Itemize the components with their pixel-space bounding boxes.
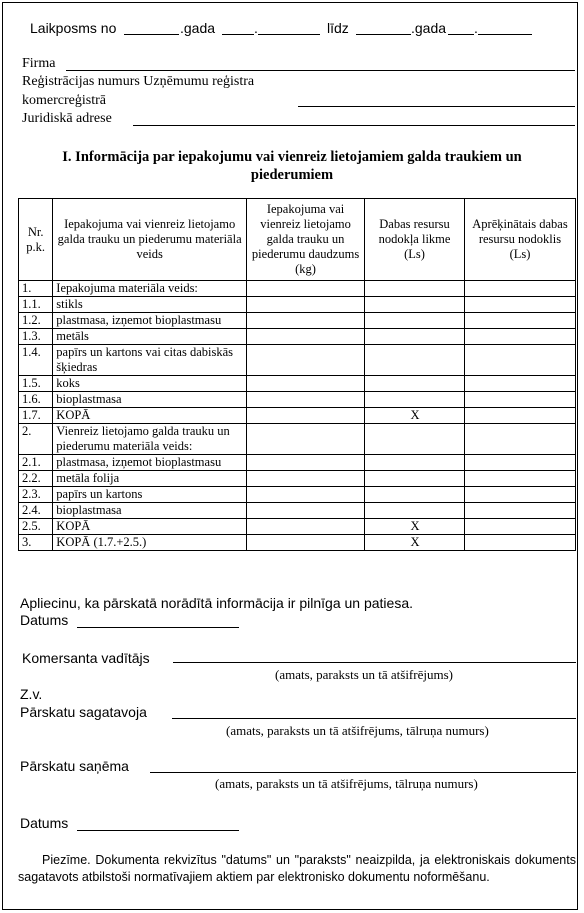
receiver-caption: (amats, paraksts un tā atšifrējums, tālruņa numurs) xyxy=(215,776,478,791)
section-title xyxy=(0,148,584,184)
date-label-2: Datums xyxy=(20,815,69,831)
row-number: 2.2. xyxy=(19,471,53,487)
table-row xyxy=(19,408,576,424)
row-material: papīrs un kartons xyxy=(53,487,247,503)
row-number: 2.1. xyxy=(19,455,53,471)
section-title-line-1: I. Informācija par iepakojumu vai vienreiz lietojamiem galda traukiem un xyxy=(62,149,522,165)
period-to-date-field[interactable] xyxy=(478,34,532,35)
row-quantity-cell[interactable] xyxy=(247,503,365,519)
row-number: 3. xyxy=(19,535,53,551)
row-number: 1.2. xyxy=(19,313,53,329)
row-number: 1.1. xyxy=(19,297,53,313)
header-material: Iepakojuma vai vienreiz lietojamo galda trauku un piederumu materiāla veids xyxy=(53,199,247,281)
row-rate-cell[interactable] xyxy=(365,471,465,487)
row-material: bioplastmasa xyxy=(53,392,247,408)
row-rate-cell[interactable] xyxy=(365,329,465,345)
certification-statement: Apliecinu, ka pārskatā norādītā informācija ir pilnīga un patiesa. xyxy=(20,595,413,611)
period-lidz-label: līdz xyxy=(327,20,349,36)
row-material: papīrs un kartons vai citas dabiskās šķiedras xyxy=(53,345,247,376)
row-material: metāls xyxy=(53,329,247,345)
row-quantity-cell[interactable] xyxy=(247,535,365,551)
table-row xyxy=(19,297,576,313)
row-quantity-cell[interactable] xyxy=(247,376,365,392)
row-calculated-tax-cell[interactable] xyxy=(464,392,575,408)
row-rate-cell[interactable] xyxy=(365,455,465,471)
row-calculated-tax-cell[interactable] xyxy=(464,455,575,471)
preparer-caption: (amats, paraksts un tā atšifrējums, tālruņa numurs) xyxy=(226,723,489,738)
row-number: 2.3. xyxy=(19,487,53,503)
table-row xyxy=(19,455,576,471)
row-material: metāla folija xyxy=(53,471,247,487)
table-row xyxy=(19,329,576,345)
header-rate: Dabas resursu nodokļa likme (Ls) xyxy=(365,199,465,281)
table-row xyxy=(19,503,576,519)
row-quantity-cell[interactable] xyxy=(247,392,365,408)
date-field-2[interactable] xyxy=(77,830,239,831)
row-rate-cell[interactable] xyxy=(365,345,465,376)
table-row xyxy=(19,345,576,376)
row-rate-cell[interactable] xyxy=(365,281,465,297)
row-number: 1.7. xyxy=(19,408,53,424)
row-rate-cell[interactable] xyxy=(365,392,465,408)
row-number: 2.4. xyxy=(19,503,53,519)
firma-label: Firma xyxy=(22,56,56,71)
row-rate-cell[interactable]: X xyxy=(365,519,465,535)
row-material: bioplastmasa xyxy=(53,503,247,519)
note-text: Piezīme. Dokumenta rekvizītus "datums" un "paraksts" neaizpilda, ja elektroniskais dokuments sagatavots atbilstoši normatīvajiem aktiem par elektronisko dokumentu noformēšanu. xyxy=(18,853,576,884)
period-gada-label-2: .gada xyxy=(411,20,447,36)
reg-number-label-1: Reģistrācijas numurs Uzņēmumu reģistra xyxy=(22,74,255,89)
table-row xyxy=(19,535,576,551)
row-rate-cell[interactable] xyxy=(365,487,465,503)
reg-number-field[interactable] xyxy=(298,106,575,107)
row-material: koks xyxy=(53,376,247,392)
row-calculated-tax-cell[interactable] xyxy=(464,503,575,519)
header-num: Nr. p.k. xyxy=(19,199,53,281)
row-calculated-tax-cell[interactable] xyxy=(464,424,575,455)
manager-signature-field[interactable] xyxy=(173,662,576,663)
period-prefix: Laikposms no xyxy=(30,20,117,36)
row-calculated-tax-cell[interactable] xyxy=(464,329,575,345)
row-rate-cell[interactable] xyxy=(365,376,465,392)
row-calculated-tax-cell[interactable] xyxy=(464,471,575,487)
row-calculated-tax-cell[interactable] xyxy=(464,408,575,424)
row-material: KOPĀ xyxy=(53,408,247,424)
period-to-day-field[interactable] xyxy=(356,34,411,35)
table-row xyxy=(19,487,576,503)
row-rate-cell[interactable]: X xyxy=(365,535,465,551)
period-gada-label-1: .gada xyxy=(180,20,216,36)
row-quantity-cell[interactable] xyxy=(247,281,365,297)
row-number: 2.5. xyxy=(19,519,53,535)
row-material: stikls xyxy=(53,297,247,313)
row-material: KOPĀ (1.7.+2.5.) xyxy=(53,535,247,551)
row-number: 2. xyxy=(19,424,53,455)
table-row xyxy=(19,281,576,297)
zv-label: Z.v. xyxy=(20,686,43,702)
period-from-date-field[interactable] xyxy=(258,34,320,35)
receiver-signature-field[interactable] xyxy=(150,772,576,773)
period-from-day-field[interactable] xyxy=(124,34,179,35)
row-calculated-tax-cell[interactable] xyxy=(464,345,575,376)
address-field[interactable] xyxy=(133,125,575,126)
table-header-row xyxy=(19,199,576,281)
row-number: 1.6. xyxy=(19,392,53,408)
row-number: 1.4. xyxy=(19,345,53,376)
header-quantity: Iepakojuma vai vienreiz lietojamo galda trauku un piederumu daudzums (kg) xyxy=(247,199,365,281)
packaging-table xyxy=(18,198,576,551)
header-calculated-tax: Aprēķinātais dabas resursu nodoklis (Ls) xyxy=(464,199,575,281)
firma-field[interactable] xyxy=(66,70,575,71)
row-calculated-tax-cell[interactable] xyxy=(464,281,575,297)
row-calculated-tax-cell[interactable] xyxy=(464,487,575,503)
table-row xyxy=(19,313,576,329)
reg-number-label-2: komercreģistrā xyxy=(22,93,106,108)
row-material: Vienreiz lietojamo galda trauku un piederumu materiāla veids: xyxy=(53,424,247,455)
row-material: plastmasa, izņemot bioplastmasu xyxy=(53,313,247,329)
date-label: Datums xyxy=(20,612,69,628)
row-calculated-tax-cell[interactable] xyxy=(464,313,575,329)
row-material: KOPĀ xyxy=(53,519,247,535)
row-quantity-cell[interactable] xyxy=(247,297,365,313)
receiver-label: Pārskatu saņēma xyxy=(20,758,129,774)
row-number: 1.5. xyxy=(19,376,53,392)
manager-label: Komersanta vadītājs xyxy=(22,650,150,666)
row-calculated-tax-cell[interactable] xyxy=(464,535,575,551)
table-row xyxy=(19,376,576,392)
row-quantity-cell[interactable] xyxy=(247,471,365,487)
row-number: 1. xyxy=(19,281,53,297)
manager-caption: (amats, paraksts un tā atšifrējums) xyxy=(275,667,453,682)
row-calculated-tax-cell[interactable] xyxy=(464,376,575,392)
table-row xyxy=(19,424,576,455)
period-from-month-field[interactable] xyxy=(222,34,254,35)
row-rate-cell[interactable] xyxy=(365,424,465,455)
preparer-signature-field[interactable] xyxy=(172,718,576,719)
row-material: Iepakojuma materiāla veids: xyxy=(53,281,247,297)
table-row xyxy=(19,392,576,408)
row-rate-cell[interactable] xyxy=(365,503,465,519)
row-calculated-tax-cell[interactable] xyxy=(464,297,575,313)
row-quantity-cell[interactable] xyxy=(247,487,365,503)
section-title-line-2: piederumiem xyxy=(250,167,334,183)
row-quantity-cell[interactable] xyxy=(247,424,365,455)
row-calculated-tax-cell[interactable] xyxy=(464,519,575,535)
row-material: plastmasa, izņemot bioplastmasu xyxy=(53,455,247,471)
address-label: Juridiskā adrese xyxy=(22,111,112,126)
date-field[interactable] xyxy=(77,627,239,628)
row-quantity-cell[interactable] xyxy=(247,455,365,471)
period-to-month-field[interactable] xyxy=(448,34,474,35)
row-rate-cell[interactable] xyxy=(365,313,465,329)
row-quantity-cell[interactable] xyxy=(247,329,365,345)
row-quantity-cell[interactable] xyxy=(247,519,365,535)
row-quantity-cell[interactable] xyxy=(247,408,365,424)
table-row xyxy=(19,519,576,535)
row-quantity-cell[interactable] xyxy=(247,345,365,376)
row-number: 1.3. xyxy=(19,329,53,345)
table-row xyxy=(19,471,576,487)
row-rate-cell[interactable] xyxy=(365,297,465,313)
row-rate-cell[interactable]: X xyxy=(365,408,465,424)
preparer-label: Pārskatu sagatavoja xyxy=(20,704,147,720)
row-quantity-cell[interactable] xyxy=(247,313,365,329)
